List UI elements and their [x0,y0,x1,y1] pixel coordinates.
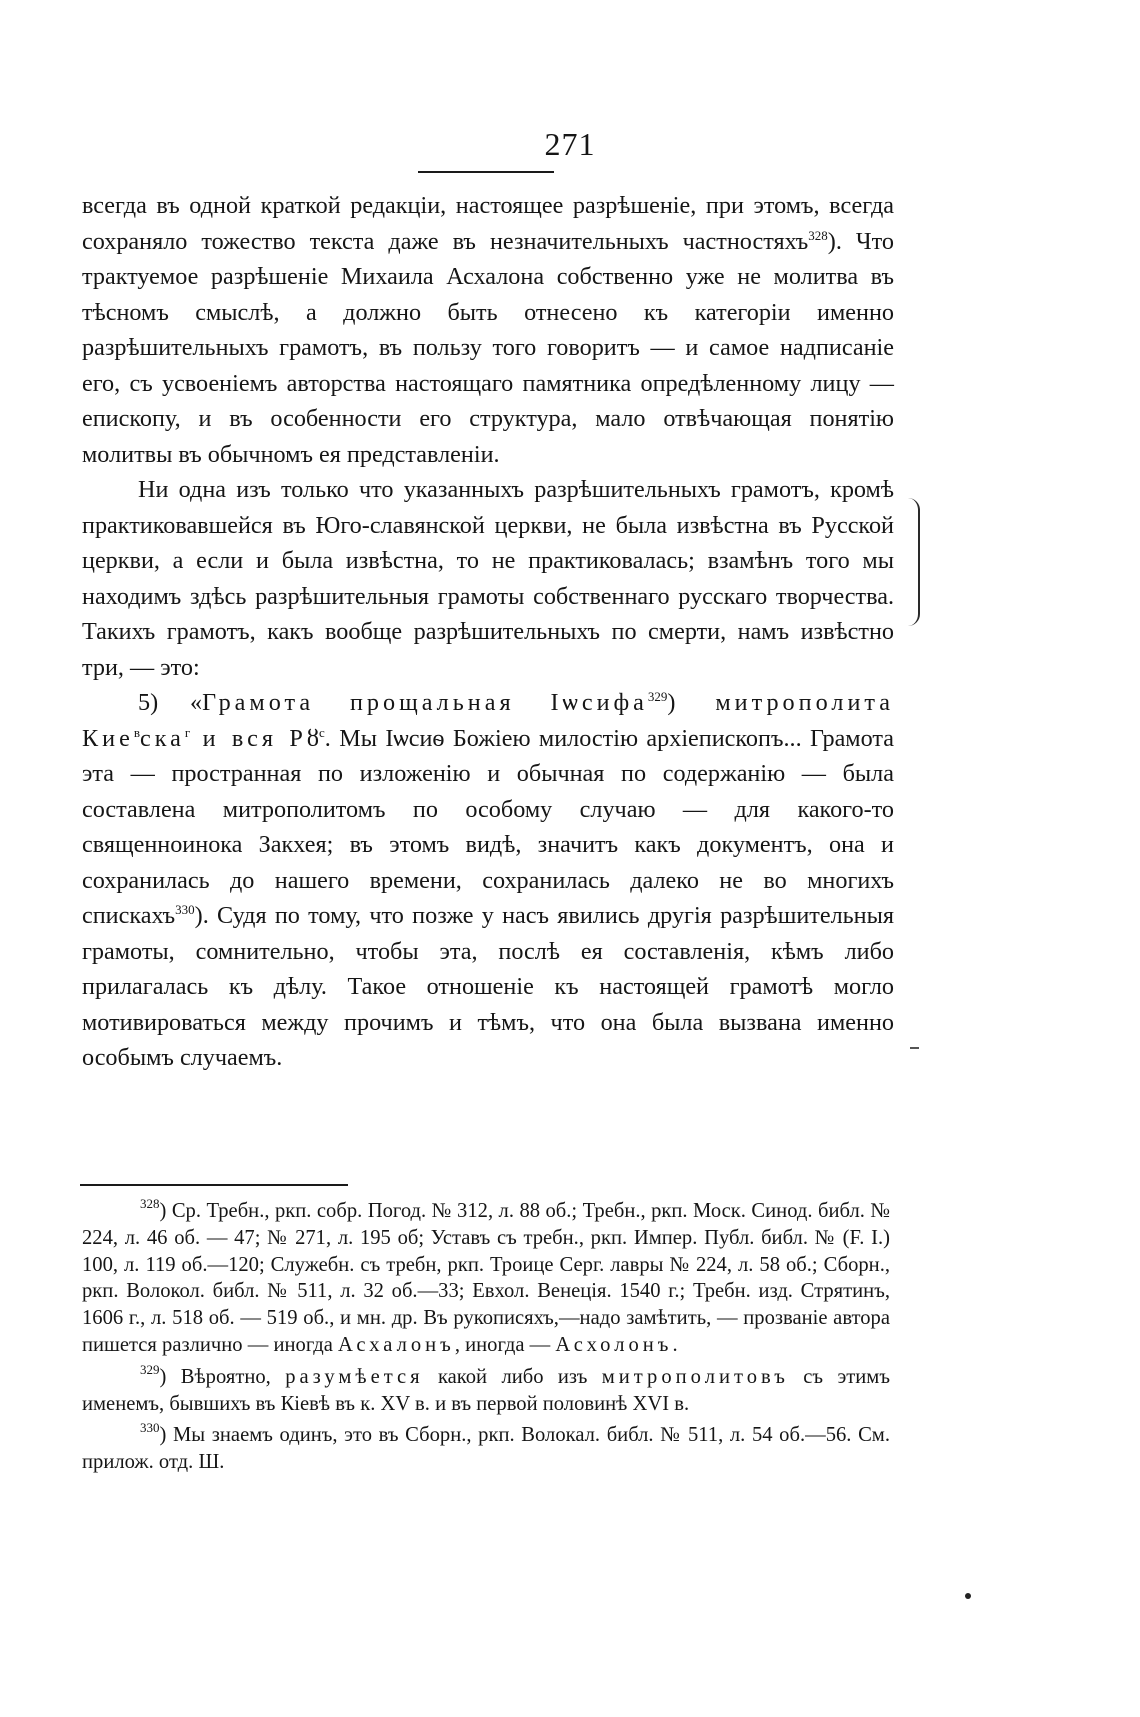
page-number: 271 [544,126,596,162]
footnote-328-end: . [672,1333,678,1356]
margin-mark [910,1047,919,1049]
main-text [82,188,894,1076]
footnote-marker-330: 330 [140,1420,160,1436]
footnote-330-text: ) Мы знаемъ одинъ, это въ Сборн., ркп. Волокал. библ. № 511, л. 54 об.—56. См. прилож. отд. Ш. [82,1424,890,1474]
footnote-329-spaced-2: митрополитовъ [601,1365,789,1388]
paragraph-1-text: всегда въ одной краткой редакціи, настоящее разрѣшеніе, при этомъ, всегда сохраняло тожество текста даже въ незначительныхъ частностяхъ [82,192,894,255]
paragraph-3 [82,685,894,1076]
footnote-328-name-1: Асхалонъ [338,1333,455,1356]
paragraph-2: Ни одна изъ только что указанныхъ разрѣшительныхъ грамотъ, кромѣ практиковавшейся въ Юго-славянской церкви, не была извѣстна въ Русской церкви, а если и была извѣстна, то не практиковалась; взамѣнъ того мы находимъ здѣсь разрѣшительныя грамоты собственнаго русскаго творчества. Такихъ грамотъ, какъ вообще разрѣшительныхъ по смерти, намъ извѣстно три, — это: [82,476,894,681]
footnote-328 [82,1198,890,1359]
footnote-328-text-2: , иногда — [454,1333,556,1356]
footnote-328-name-2: Асхолонъ [555,1333,673,1356]
document-title-part-1: Грамота прощальная Іѡсифа [202,689,648,716]
stray-ink-dot [965,1593,971,1599]
superscript-letter-v: в [133,724,140,740]
paragraph-3-continuation: ). Судя по тому, что позже у насъ явились другія разрѣшительныя грамоты, сомнительно, чтобы эта, послѣ ея составленія, кѣмъ либо прилагалась къ дѣлу. Такое отношеніе къ настоящей грамотѣ могло мотивироваться между прочимъ и тѣмъ, что она была вызвана именно особымъ случаемъ. [82,902,894,1071]
footnote-329-text-3: съ этимъ именемъ, бывшихъ въ Кіевѣ въ к. XV в. и въ первой половинѣ XVI в. [82,1365,890,1415]
footnote-ref-328: 328 [808,227,828,243]
footnote-marker-328: 328 [140,1196,160,1211]
document-title-part-4: и вся Р [190,724,307,752]
footnote-separator [80,1184,348,1186]
paragraph-3-text: . Мы Іѡсиѳ Божіею милостію архіепископъ... Грамота эта — пространная по изложенію и обычная по содержанію — была составлена митрополитомъ по особому случаю — для какого-то священноинока Закхея; въ этомъ видѣ, значитъ какъ документъ, она и сохранилась до нашего времени, сохранилась далеко не во многихъ спискахъ [82,724,894,929]
footnote-329-text: ) Вѣроятно, [159,1365,286,1388]
superscript-letter-g: г [184,724,191,740]
footnote-329-spaced-1: разумѣется [285,1365,424,1388]
footnote-marker-329: 329 [140,1361,160,1377]
list-number: 5) « [138,689,203,716]
document-title-part-2: ) митрополита Кие [82,689,894,752]
header-rule [418,171,554,173]
footnote-ref-329: 329 [647,689,668,704]
footnote-ref-330: 330 [175,902,195,917]
footnote-328-text: ) Ср. Требн., ркп. собр. Погод. № 312, л. 88 об.; Требн., ркп. Моск. Синод. библ. № 224, л. 46 об. — 47; № 271, л. 195 об; Уставъ съ требн., ркп. Импер. Публ. библ. № (F. I.) 100, л. 119 об.—120; Служебн. съ требн, ркп. Троице Серг. лавры № 224, л. 58 об.; Сборн., ркп. Волокол. библ. № 511, л. 32 об.—33; Евхол. Венеція. 1540 г.; Требн. изд. Стрятинъ, 1606 г., л. 518 об. — 519 об., и мн. др. Въ рукописяхъ,—надо замѣтить, — прозваніе автора пишется различно — иногда [82,1200,890,1356]
paragraph-1-continuation: ). Что трактуемое разрѣшеніе Михаила Асхалона собственно уже не молитва въ тѣсномъ смыслѣ, а должно быть отнесено къ категоріи именно разрѣшительныхъ грамотъ, въ пользу того говоритъ — и самое надписаніе его, съ усвоеніемъ авторства настоящаго памятника опредѣленному лицу — епископу, и въ особенности его структура, мало отвѣчающая понятію молитвы въ обычномъ ея представленіи. [82,227,894,468]
paragraph-1 [82,188,894,472]
superscript-letter-s: с [318,724,325,740]
uk-letter: ȣ [306,724,319,752]
footnote-330 [82,1422,890,1476]
margin-bracket [906,498,920,626]
document-title-part-3: ска [139,724,185,752]
footnotes [82,1198,890,1481]
footnote-329-text-2: какой либо изъ [423,1365,602,1388]
footnote-329 [82,1361,890,1418]
